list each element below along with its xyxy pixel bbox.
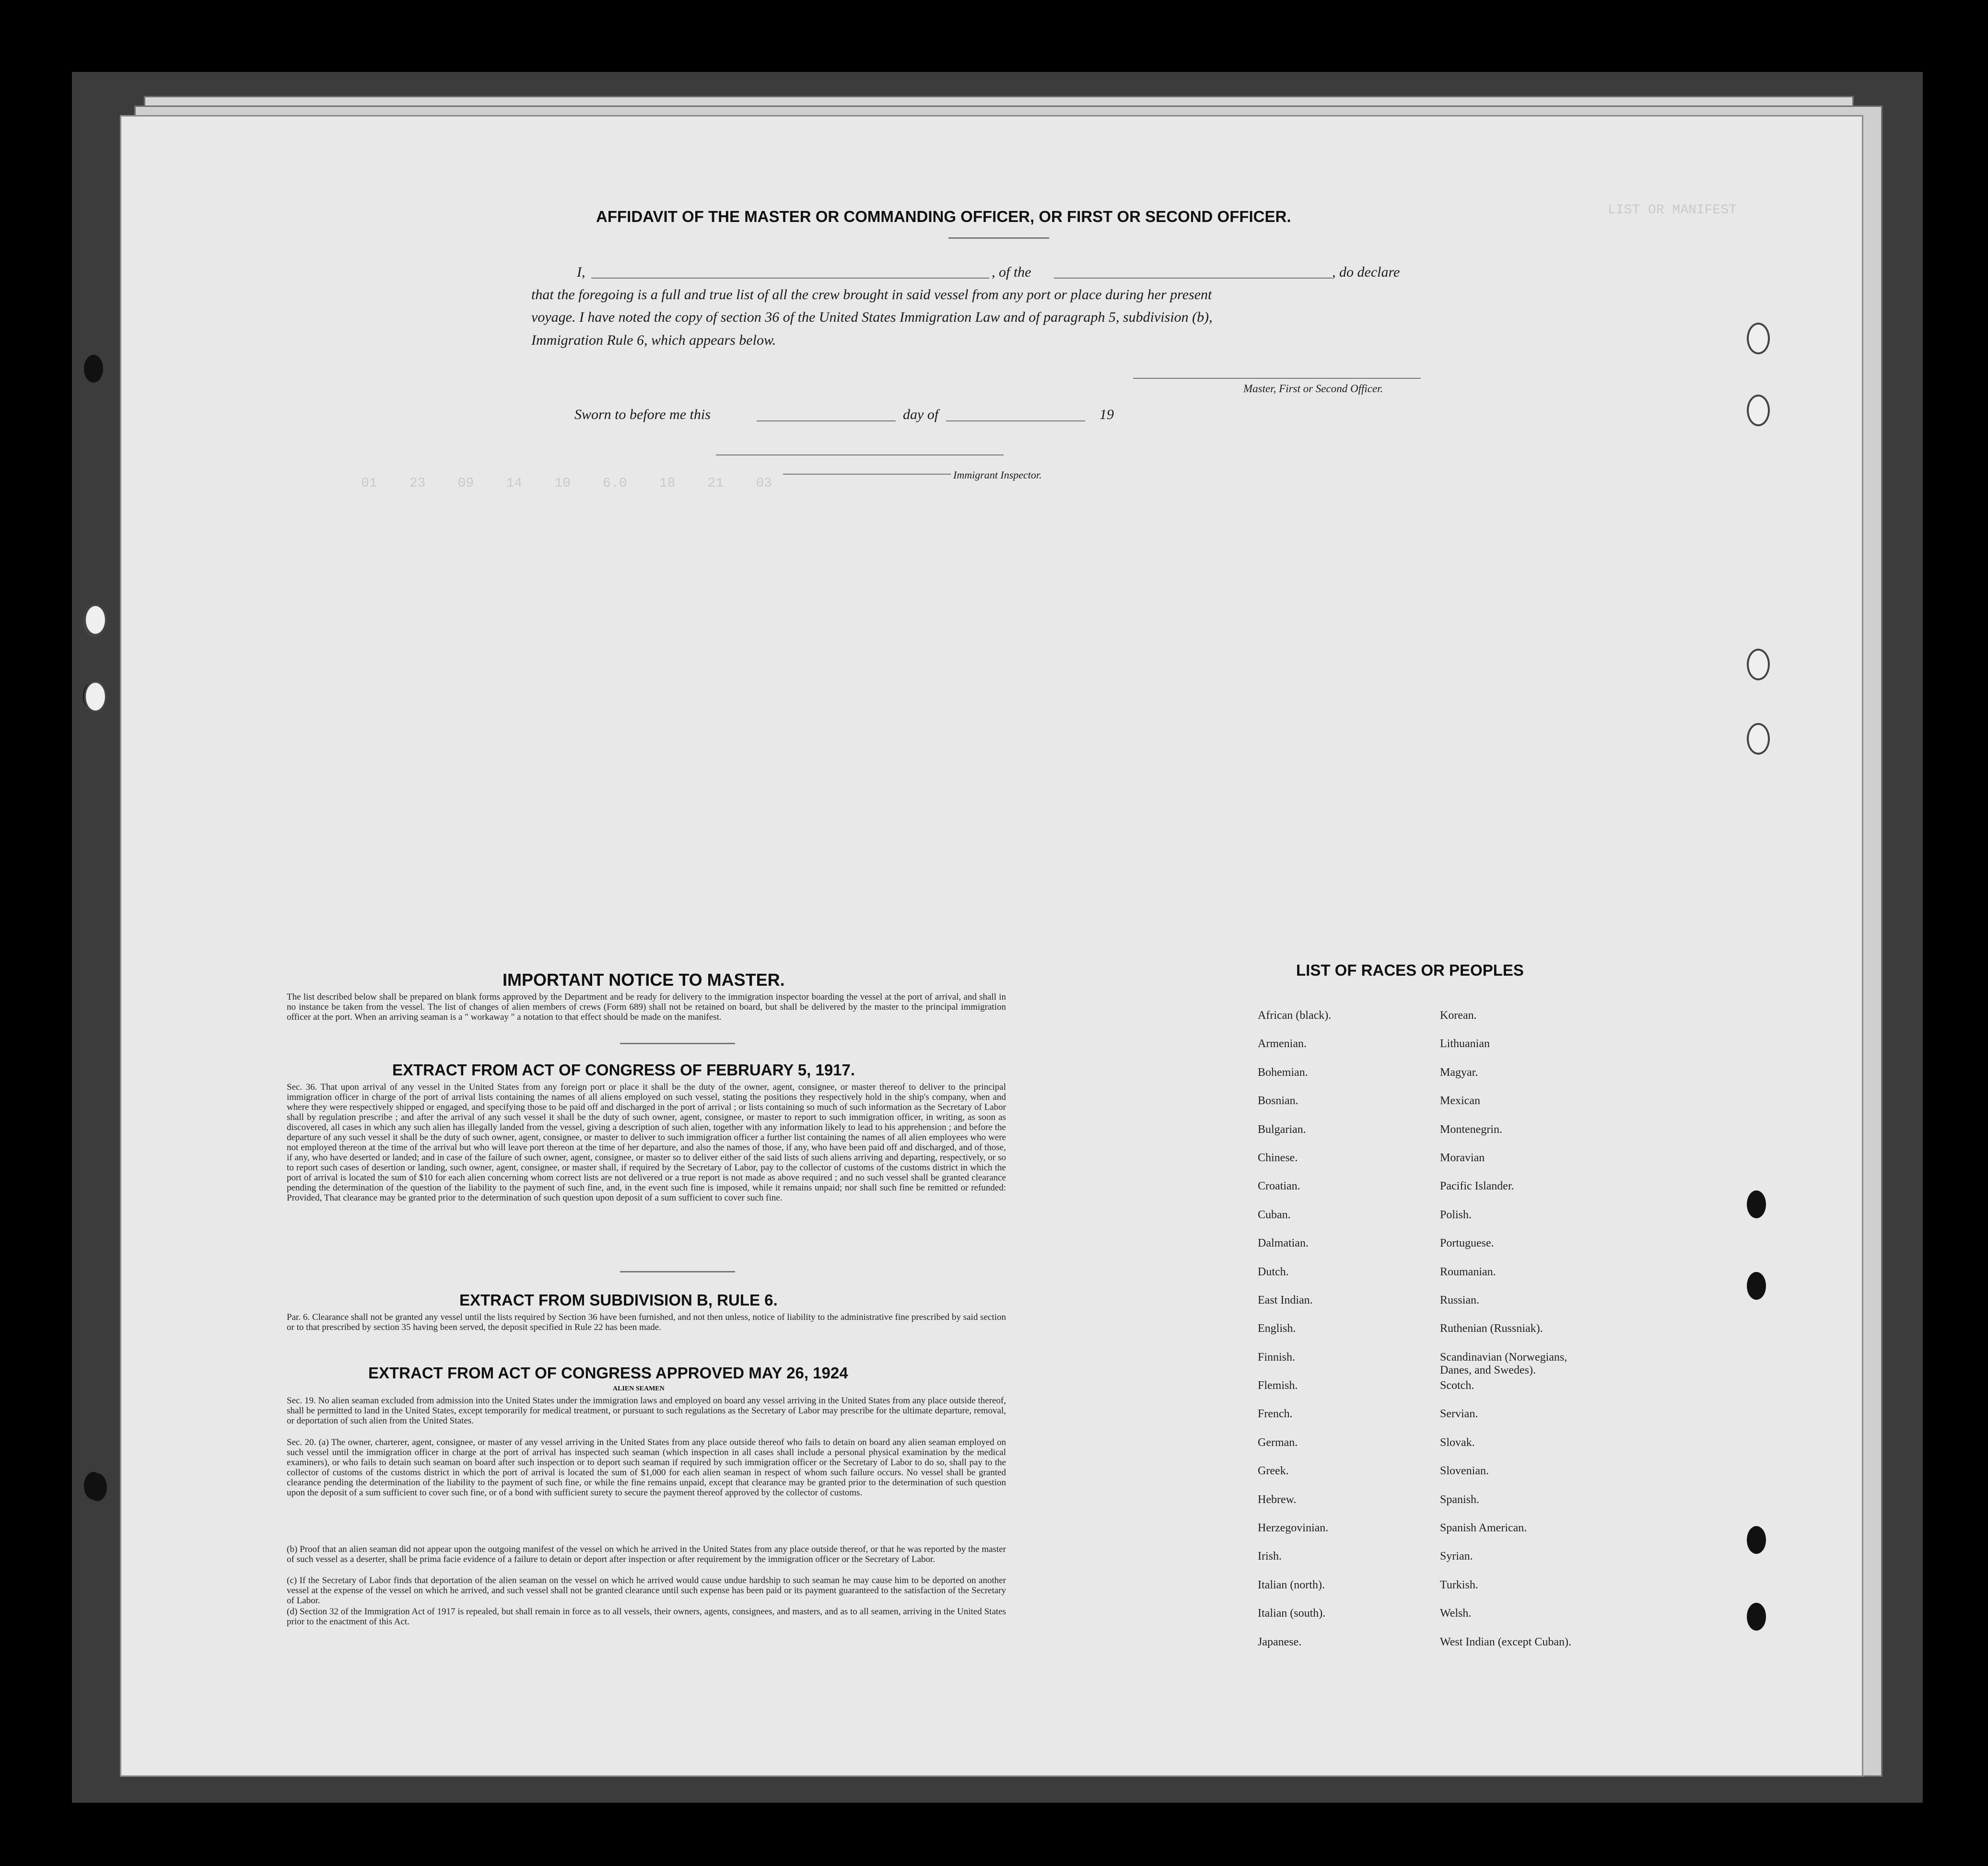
race-item: Portuguese. [1440,1237,1494,1250]
punch-hole-right [1747,1190,1766,1218]
punch-hole-right [1747,1603,1766,1631]
race-item: East Indian. [1258,1294,1313,1306]
extract-1924-sec20b: (b) Proof that an alien seaman did not appear upon the outgoing manifest of the vessel on which he arrived in the United States from any place outside thereof, or that he was reported by the master of such vessel as a deserter, shall be prima facie evidence of a failure to detain or deport after inspection or after requirement by the immigration officer or the Secretary of Labor. [287,1544,1006,1564]
name-blank-line [591,278,989,279]
extract-1924-sec20d: (d) Section 32 of the Immigration Act of 1917 is repealed, but shall remain in force as to all vessels, their owners, agents, consignees, and masters, and as to all seamen, arriving in the United States prior to the enactment of this Act. [287,1607,1006,1627]
day-of-label: day of [903,407,939,422]
race-item: Chinese. [1258,1151,1298,1164]
affidavit-line1-declare: , do declare [1332,264,1400,280]
affidavit-title: AFFIDAVIT OF THE MASTER OR COMMANDING OFFICER, OR FIRST OR SECOND OFFICER. [596,208,1291,225]
affidavit-line1-of-the: , of the [992,264,1031,280]
race-item: Spanish American. [1440,1522,1527,1535]
punch-hole-right [1747,649,1770,680]
races-right-column [1440,1009,1641,1664]
race-item: Roumanian. [1440,1265,1496,1278]
race-item: Ruthenian (Russniak). [1440,1322,1543,1335]
race-item: African (black). [1258,1009,1332,1022]
affidavit-line2: that the foregoing is a full and true list of all the crew brought in said vessel from any port or place during her present [531,287,1212,303]
race-item: Herzegovinian. [1258,1522,1329,1535]
sworn-day-blank [757,420,896,421]
inspector-caption: Immigrant Inspector. [953,469,1042,481]
race-item: Turkish. [1440,1578,1478,1591]
notice-title: IMPORTANT NOTICE TO MASTER. [503,970,785,990]
race-item: Scotch. [1440,1379,1474,1392]
race-item: German. [1258,1436,1298,1449]
race-item: Croatian. [1258,1180,1300,1193]
race-item: Hebrew. [1258,1493,1297,1506]
race-item: Lithuanian [1440,1038,1490,1050]
extract-1924-sec20a: Sec. 20. (a) The owner, charterer, agent, consignee, or master of any vessel arriving in the United States from any place outside thereof who fails to detain on board any alien seaman employed on such vessel until the immigration officer in charge at the port of arrival has inspected such seaman (which inspection in all cases shall include a personal physical examination by the medical examiners), or who fails to detain such seaman on board after such inspection or to deport such seaman if required by such immigration officer or the Secretary of Labor to do so, shall pay to the collector of customs of the customs district in which the port of arrival is located the sum of $1,000 for each alien seaman in respect of whom such failure occurs. No vessel shall be granted clearance pending the determination of the liability to the payment of such fine, or while the fine remains unpaid, except that clearance may be granted prior to the determination of such question upon the deposit of a sum sufficient to cover such fine, or of a bond with sufficient surety to secure the payment thereof approved by the collector of customs. [287,1437,1006,1498]
race-item: Greek. [1258,1465,1289,1478]
month-blank [946,420,1085,421]
race-item: Bosnian. [1258,1095,1298,1108]
race-item: Montenegrin. [1440,1123,1502,1136]
inspector-name-line [783,474,951,475]
notice-text: The list described below shall be prepared on blank forms approved by the Department and be ready for delivery to the immigration inspector boarding the vessel at the port of arrival, and shall in no instance be taken from the vessel. The list of changes of alien members of crews (Form 689) shall not be retained on board, but shall be delivered by the master to the principal immigration officer at the port. When an arriving seaman is a " workaway " a notation to that effect should be made on the manifest. [287,992,1006,1022]
race-item: Pacific Islander. [1440,1180,1514,1193]
affidavit-line3: voyage. I have noted the copy of section 36 of the United States Immigration Law and of paragraph 5, subdivision (b), [531,309,1213,325]
affidavit-title-rule [948,237,1049,239]
race-item: Cuban. [1258,1208,1291,1221]
race-item: Irish. [1258,1550,1282,1563]
affidavit-line4: Immigration Rule 6, which appears below. [531,332,776,348]
race-item: Welsh. [1440,1607,1472,1620]
race-item: Bohemian. [1258,1066,1308,1079]
subdivision-b-text: Par. 6. Clearance shall not be granted any vessel until the lists required by Section 36 have been furnished, and not then unless, notice of liability to the administrative fine prescribed by said section or to that prescribed by section 35 having been served, the deposit specified in Rule 22 has been made. [287,1312,1006,1332]
extract-1924-sec20c: (c) If the Secretary of Labor finds that deportation of the alien seaman on the vessel on which he arrived would cause undue hardship to such seaman he may cause him to be deported on another vessel at the expense of the vessel on which he arrived, and such vessel shall not be granted clearance until such expense has been paid or its payment guaranteed to the satisfaction of the Secretary of Labor. [287,1575,1006,1606]
punch-hole-right [1747,323,1770,354]
signature-caption: Master, First or Second Officer. [1243,383,1383,395]
document-page [120,115,1863,1777]
bleed-through-header: LIST OR MANIFEST [1608,203,1737,218]
race-item: Finnish. [1258,1351,1296,1364]
bleed-through-table: 01 23 09 14 10 6.0 18 21 03 [361,476,772,491]
race-item: Polish. [1440,1208,1472,1221]
notice-rule [620,1043,735,1044]
race-item: Magyar. [1440,1066,1478,1079]
race-item: Moravian [1440,1151,1485,1164]
binder-hole [84,604,107,636]
extract-1924-title: EXTRACT FROM ACT OF CONGRESS APPROVED MAY 26, 1924 [368,1364,848,1382]
race-item: Slovak. [1440,1436,1475,1449]
race-item: Dalmatian. [1258,1237,1309,1250]
punch-hole-right [1747,1272,1766,1300]
race-item: Korean. [1440,1009,1477,1022]
race-item: Servian. [1440,1408,1478,1421]
race-item: Armenian. [1258,1038,1307,1050]
subdivision-b-title: EXTRACT FROM SUBDIVISION B, RULE 6. [459,1291,778,1309]
punch-hole-right [1747,1526,1766,1554]
affidavit-line1-i: I, [577,264,585,280]
races-title: LIST OF RACES OR PEOPLES [1296,961,1524,979]
race-item: Mexican [1440,1095,1480,1108]
race-item: Bulgarian. [1258,1123,1306,1136]
punch-hole-right [1747,723,1770,755]
extract-1924-sec19: Sec. 19. No alien seaman excluded from admission into the United States under the immigration laws and employed on board any vessel arriving in the United States from any place outside thereof, shall be permitted to land in the United States, except temporarily for medical treatment, or pursuant to such regulations as the Secretary of Labor may prescribe for the ultimate departure, removal, or deportation of such alien from the United States. [287,1396,1006,1426]
race-item: Italian (north). [1258,1578,1325,1591]
year-label: 19 [1099,407,1114,422]
race-item: English. [1258,1322,1296,1335]
extract-1924-subtitle: ALIEN SEAMEN [613,1385,665,1392]
race-item: Japanese. [1258,1635,1302,1648]
race-item: Italian (south). [1258,1607,1326,1620]
race-item: West Indian (except Cuban). [1440,1635,1571,1648]
binder-hole [84,355,103,383]
race-item: Slovenian. [1440,1465,1489,1478]
signature-line [1133,378,1421,379]
punch-hole-right [1747,395,1770,426]
extract-1917-title: EXTRACT FROM ACT OF CONGRESS OF FEBRUARY 5, 1917. [392,1061,855,1079]
race-item: French. [1258,1408,1293,1421]
race-item: Spanish. [1440,1493,1480,1506]
race-item: Syrian. [1440,1550,1473,1563]
binder-hole [84,1472,103,1500]
sworn-label: Sworn to before me this [574,407,711,422]
vessel-blank-line [1054,278,1332,279]
race-item: Dutch. [1258,1265,1289,1278]
extract-1917-text: Sec. 36. That upon arrival of any vessel in the United States from any foreign port or place it shall be the duty of the owner, agent, consignee, or master thereof to deliver to the principal immigration officer in charge of the port of arrival lists containing the names of all aliens employed on such vessel, stating the positions they respectively hold in the ship's company, when and where they were respectively shipped or engaged, and specifying those to be paid off and discharged in the port of arrival ; or lists containing so much of such information as the Secretary of Labor shall by regulation prescribe ; and after the arrival of any such vessel it shall be the duty of such owner, agent, consignee, or master to report to such immigration officer, in writing, as soon as discovered, all cases in which any such alien has illegally landed from the vessel, giving a description of such alien, together with any information likely to lead to his apprehension ; and before the departure of any such vessel it shall be the duty of such owner, agent, consignee, or master to deliver to such immigration officer a further list containing the names of all alien employees who were not employed thereon at the time of the arrival but who will leave port thereon at the time of her departure, and also the names of those, if any, who have been paid off and discharged, and of those, if any, who have deserted or landed; and in case of the failure of such owner, agent, consignee, or master so to deliver either of the said lists of such aliens arriving and departing, respectively, or so to report such cases of desertion or landing, such owner, agent, consignee, or master shall, if required by the Secretary of Labor, pay to the collector of customs of the customs district in which the port of arrival is located the sum of $10 for each alien concerning whom correct lists are not delivered or a true report is not made as above required ; and no such vessel shall be granted clearance pending the determination of the question of the liability to the payment of such fine, and, in the event such fine is imposed, while it remains unpaid; nor shall such fine be remitted or refunded: Provided, That clearance may be granted prior to the determination of such question upon deposit of a sum sufficient to cover such fine. [287,1082,1006,1203]
race-item: Scandinavian (Norwegians, Danes, and Swedes). [1440,1351,1567,1376]
race-item: Russian. [1440,1294,1480,1306]
binder-hole [84,681,107,712]
races-left-column [1258,1009,1411,1664]
extract-1917-rule [620,1271,735,1272]
race-item: Flemish. [1258,1379,1298,1392]
